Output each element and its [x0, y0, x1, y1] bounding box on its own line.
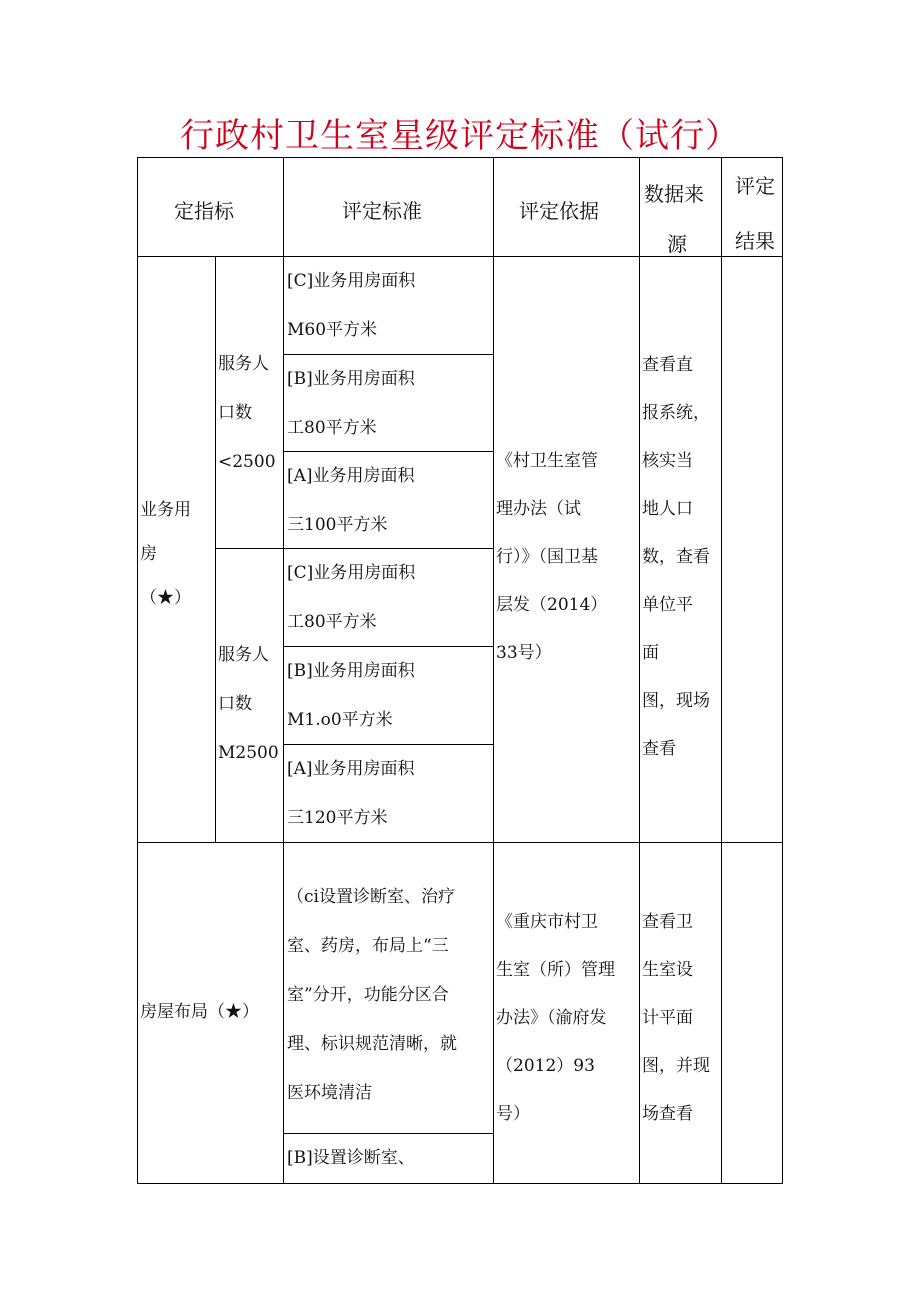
section2-indicator: 房屋布局（★）: [140, 1002, 259, 1022]
header-result-line1: 评定: [735, 174, 775, 198]
group2-criteria-b: [B]业务用房面积 M1.o0平方米: [287, 661, 415, 730]
header-basis: 评定依据: [519, 199, 599, 223]
group1-condition: 服务人 口数 <2500: [218, 354, 276, 472]
group2-condition: 服务人 口数 M2500: [218, 645, 279, 763]
group1-criteria-a: [A]业务用房面积 三100平方米: [287, 466, 415, 535]
section2-criteria-c: （ci设置诊断室、治疗 室、药房，布局上“三 室”分开，功能分区合 理、标识规范清晰，就 医环境清洁: [287, 887, 457, 1103]
group2-criteria-a: [A]业务用房面积 三120平方米: [287, 759, 415, 828]
group1-criteria-c: [C]业务用房面积 M60平方米: [287, 271, 416, 340]
section2-criteria-b: [B]设置诊断室、: [287, 1148, 415, 1168]
header-indicator: 定指标: [174, 199, 234, 223]
section1-basis: 《村卫生室管 理办法（试 行）》（国卫基 层发（2014） 33号）: [496, 451, 608, 663]
page-title: 行政村卫生室星级评定标准（试行）: [180, 116, 740, 156]
header-result-line2: 结果: [735, 229, 775, 253]
header-source-line2: 源: [667, 232, 687, 256]
header-source-line1: 数据来: [644, 182, 704, 206]
header-criteria: 评定标准: [342, 199, 422, 223]
section2-source: 查看卫 生室设 计平面 图，并现 场查看: [642, 912, 710, 1124]
section1-source: 查看直 报系统， 核实当 地人口 数，查看 单位平 面 图，现场 查看: [642, 355, 710, 759]
section2-basis: 《重庆市村卫 生室（所）管理 办法》（渝府发 （2012）93 号）: [496, 912, 615, 1124]
section1-indicator: 业务用 房 （★）: [140, 500, 191, 608]
group2-criteria-c: [C]业务用房面积 工80平方米: [287, 563, 416, 632]
group1-criteria-b: [B]业务用房面积 工80平方米: [287, 369, 415, 438]
